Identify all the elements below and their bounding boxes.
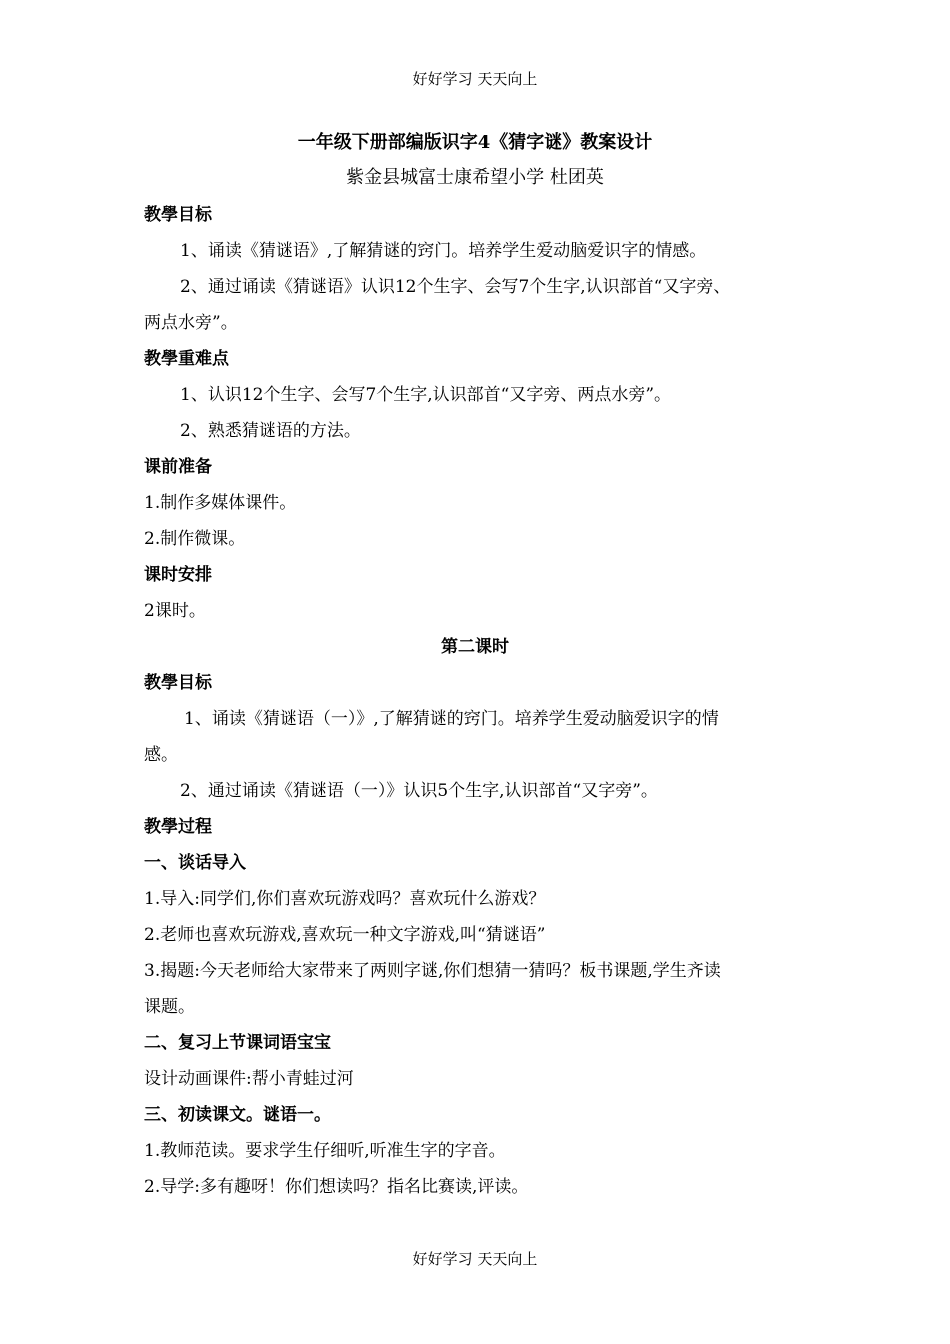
process-item-6: 2.导学:多有趣呀！你们想读吗？指名比赛读,评读。 bbox=[144, 1177, 529, 1197]
key-points-heading: 教學重难点 bbox=[144, 349, 229, 369]
lesson-title: 第二课时 bbox=[441, 637, 509, 657]
goal-item-2-continued: 两点水旁”。 bbox=[144, 313, 238, 333]
lesson-goal-1: 1、诵读《猜谜语（一）》,了解猜谜的窍门。培养学生爱动脑爱识字的情 bbox=[184, 709, 719, 729]
lesson-goals-heading: 教學目标 bbox=[144, 673, 212, 693]
process-item-3-continued: 课题。 bbox=[144, 997, 195, 1017]
lesson-goal-1-continued: 感。 bbox=[144, 745, 178, 765]
goals-heading: 教學目标 bbox=[144, 205, 212, 225]
preparation-item-1: 1.制作多媒体课件。 bbox=[144, 493, 297, 513]
process-item-5: 1.教师范读。要求学生仔细听,听准生字的字音。 bbox=[144, 1141, 506, 1161]
preparation-item-2: 2.制作微课。 bbox=[144, 529, 246, 549]
goal-item-1: 1、诵读《猜谜语》,了解猜谜的窍门。培养学生爱动脑爱识字的情感。 bbox=[180, 241, 707, 261]
part-1-heading: 一、谈话导入 bbox=[144, 853, 246, 873]
key-point-2: 2、熟悉猜谜语的方法。 bbox=[180, 421, 361, 441]
process-item-1: 1.导入:同学们,你们喜欢玩游戏吗？喜欢玩什么游戏？ bbox=[144, 889, 546, 909]
preparation-heading: 课前准备 bbox=[144, 457, 212, 477]
key-point-1: 1、认识12个生字、会写7个生字,认识部首“又字旁、两点水旁”。 bbox=[180, 385, 672, 405]
part-3-heading: 三、初读课文。谜语一。 bbox=[144, 1105, 331, 1125]
process-heading: 教學过程 bbox=[144, 817, 212, 837]
author-line: 紫金县城富士康希望小学 杜团英 bbox=[346, 167, 604, 188]
process-item-4: 设计动画课件:帮小青蛙过河 bbox=[144, 1069, 354, 1089]
page-header: 好好学习 天天向上 bbox=[412, 70, 538, 88]
schedule-item: 2课时。 bbox=[144, 601, 206, 621]
goal-item-2: 2、通过诵读《猜谜语》认识12个生字、会写7个生字,认识部首“又字旁、 bbox=[180, 277, 731, 297]
process-item-2: 2.老师也喜欢玩游戏,喜欢玩一种文字游戏,叫“猜谜语” bbox=[144, 925, 546, 945]
document-title: 一年级下册部编版识字4《猜字谜》教案设计 bbox=[297, 132, 653, 153]
page-footer: 好好学习 天天向上 bbox=[412, 1250, 538, 1268]
part-2-heading: 二、复习上节课词语宝宝 bbox=[144, 1033, 331, 1053]
schedule-heading: 课时安排 bbox=[144, 565, 212, 585]
lesson-goal-2: 2、通过诵读《猜谜语（一）》认识5个生字,认识部首“又字旁”。 bbox=[180, 781, 658, 801]
process-item-3: 3.揭题:今天老师给大家带来了两则字谜,你们想猜一猜吗？板书课题,学生齐读 bbox=[144, 961, 721, 981]
